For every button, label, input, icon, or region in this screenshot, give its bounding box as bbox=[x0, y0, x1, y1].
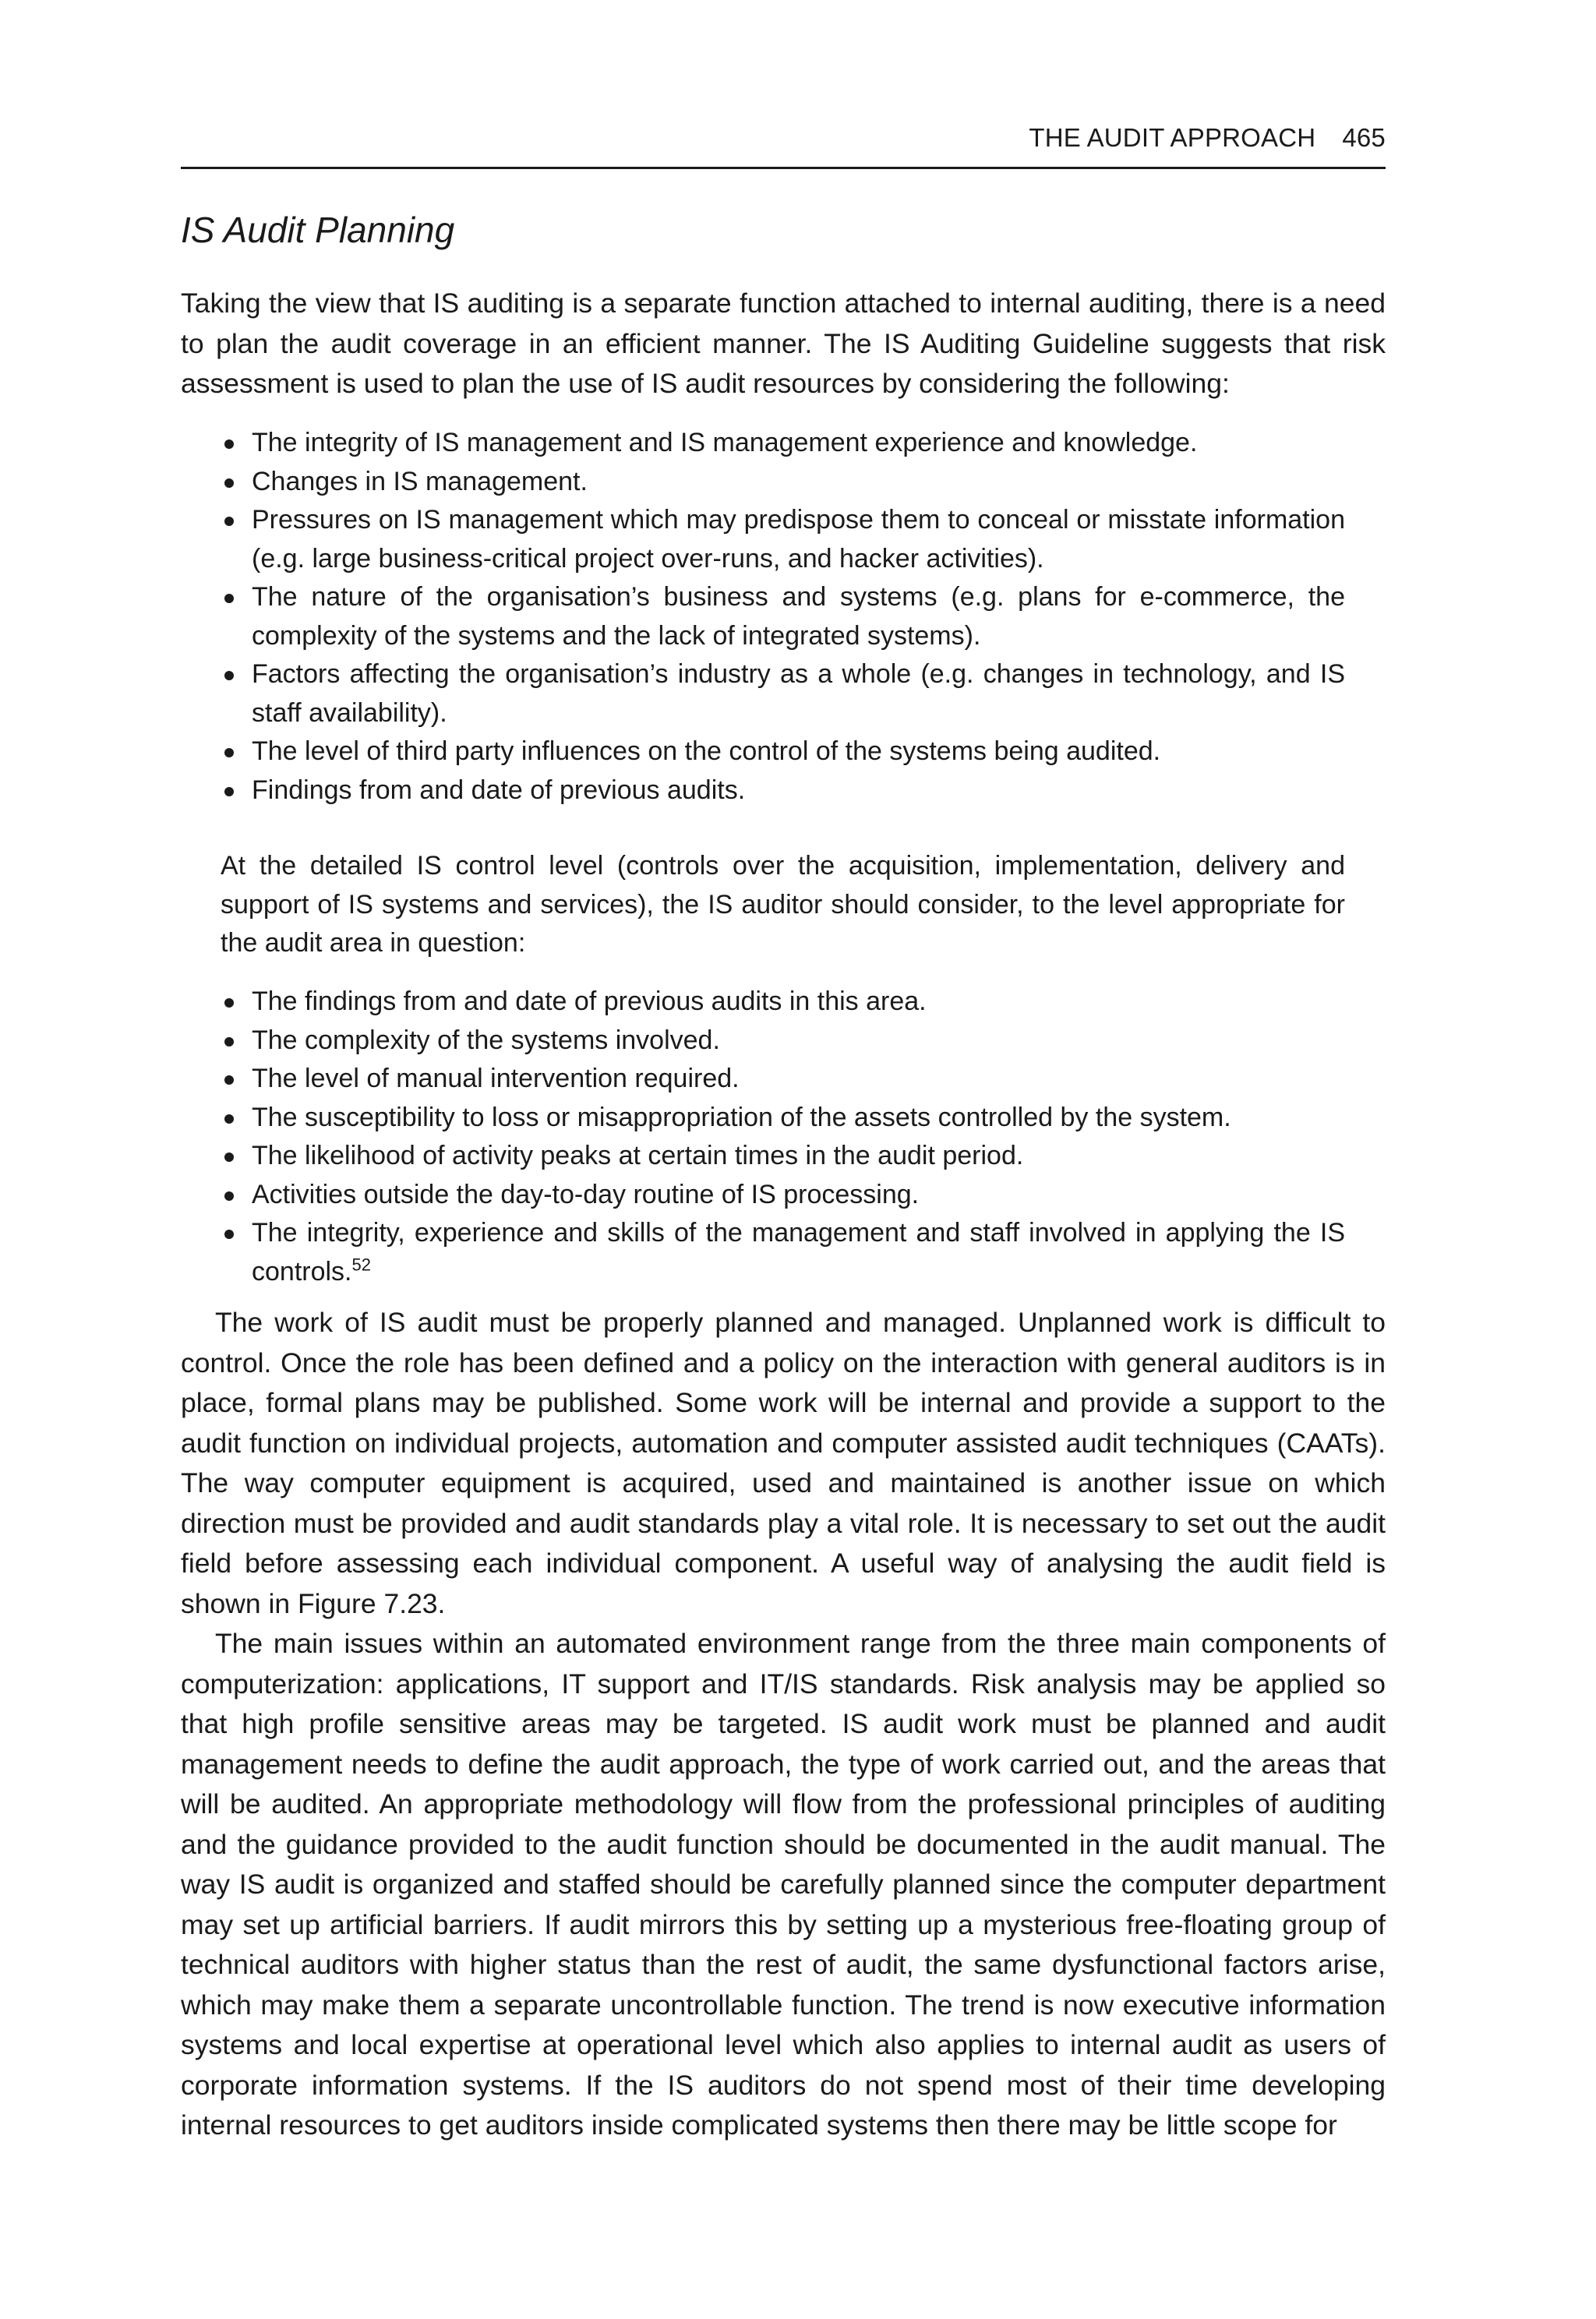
list-item: The findings from and date of previous audits in this area. bbox=[221, 983, 1345, 1022]
list-item: The level of third party influences on the control of the systems being audited. bbox=[221, 732, 1345, 771]
list-item: The nature of the organisation’s business and systems (e.g. plans for e-commerce, the complexity of the systems and the lack of integrated systems). bbox=[221, 578, 1345, 655]
page-number: 465 bbox=[1342, 123, 1386, 152]
list-item: The susceptibility to loss or misappropriation of the assets controlled by the system. bbox=[221, 1099, 1345, 1138]
list-item: The complexity of the systems involved. bbox=[221, 1022, 1345, 1061]
body-paragraph: The work of IS audit must be properly planned and managed. Unplanned work is difficult to control. Once the role has been defined and a policy on the interaction with general auditors is in place, formal plans may be published. Some work will be internal and provide a support to the audit function on individual projects, automation and computer assisted audit techniques (CAATs). The way computer equipment is acquired, used and maintained is another issue on which direction must be provided and audit standards play a vital role. It is necessary to set out the audit field before assessing each individual component. A useful way of analysing the audit field is shown in Figure 7.23. bbox=[181, 1307, 1386, 1619]
list-item: The likelihood of activity peaks at certain times in the audit period. bbox=[221, 1137, 1345, 1176]
list-item: Activities outside the day-to-day routine of IS processing. bbox=[221, 1176, 1345, 1215]
list-item: Factors affecting the organisation’s industry as a whole (e.g. changes in technology, and IS staff availability). bbox=[221, 655, 1345, 732]
section-heading: IS Audit Planning bbox=[181, 210, 455, 250]
list-item: The level of manual intervention required. bbox=[221, 1060, 1345, 1099]
body-paragraph: The main issues within an automated environment range from the three main components of computerization: applications, IT support and IT/IS standards. Risk analysis may be applied so that high profile sensitive areas may be targeted. IS audit work must be planned and audit management needs to define the audit approach, the type of work carried out, and the areas that will be audited. An appropriate methodology will flow from the professional principles of auditing and the guidance provided to the audit function should be documented in the audit manual. The way IS audit is organized and staffed should be carefully planned since the computer department may set up artificial barriers. If audit mirrors this by setting up a mysterious free-floating group of technical auditors with higher status than the rest of audit, the same dysfunctional factors arise, which may make them a separate uncontrollable function. The trend is now executive information systems and local expertise at operational level which also applies to internal audit as users of corporate information systems. If the IS auditors do not spend most of their time developing internal resources to get auditors inside complicated systems then there may be little scope for bbox=[181, 1628, 1386, 2141]
control-level-list bbox=[221, 983, 1345, 1291]
header-rule bbox=[181, 167, 1386, 169]
inset-paragraph: At the detailed IS control level (controls over the acquisition, implementation, delivery and support of IS systems and services), the IS auditor should consider, to the level appropriate for the audit area in question: bbox=[221, 851, 1345, 958]
list-item bbox=[221, 1214, 1345, 1291]
footnote-ref: 52 bbox=[351, 1255, 371, 1275]
running-header bbox=[1029, 123, 1386, 153]
list-item: Changes in IS management. bbox=[221, 463, 1345, 502]
list-item-text: The integrity, experience and skills of the management and staff involved in applying the IS controls. bbox=[252, 1218, 1345, 1287]
running-title: THE AUDIT APPROACH bbox=[1029, 123, 1316, 152]
intro-paragraph: Taking the view that IS auditing is a separate function attached to internal auditing, there is a need to plan the audit coverage in an efficient manner. The IS Auditing Guideline suggests that risk assessment is used to plan the use of IS audit resources by considering the following: bbox=[181, 288, 1386, 399]
list-item: Pressures on IS management which may predispose them to conceal or misstate information (e.g. large business-critical project over-runs, and hacker activities). bbox=[221, 501, 1345, 578]
list-item: The integrity of IS management and IS management experience and knowledge. bbox=[221, 424, 1345, 463]
risk-factors-list bbox=[221, 424, 1345, 810]
list-item: Findings from and date of previous audits. bbox=[221, 771, 1345, 810]
